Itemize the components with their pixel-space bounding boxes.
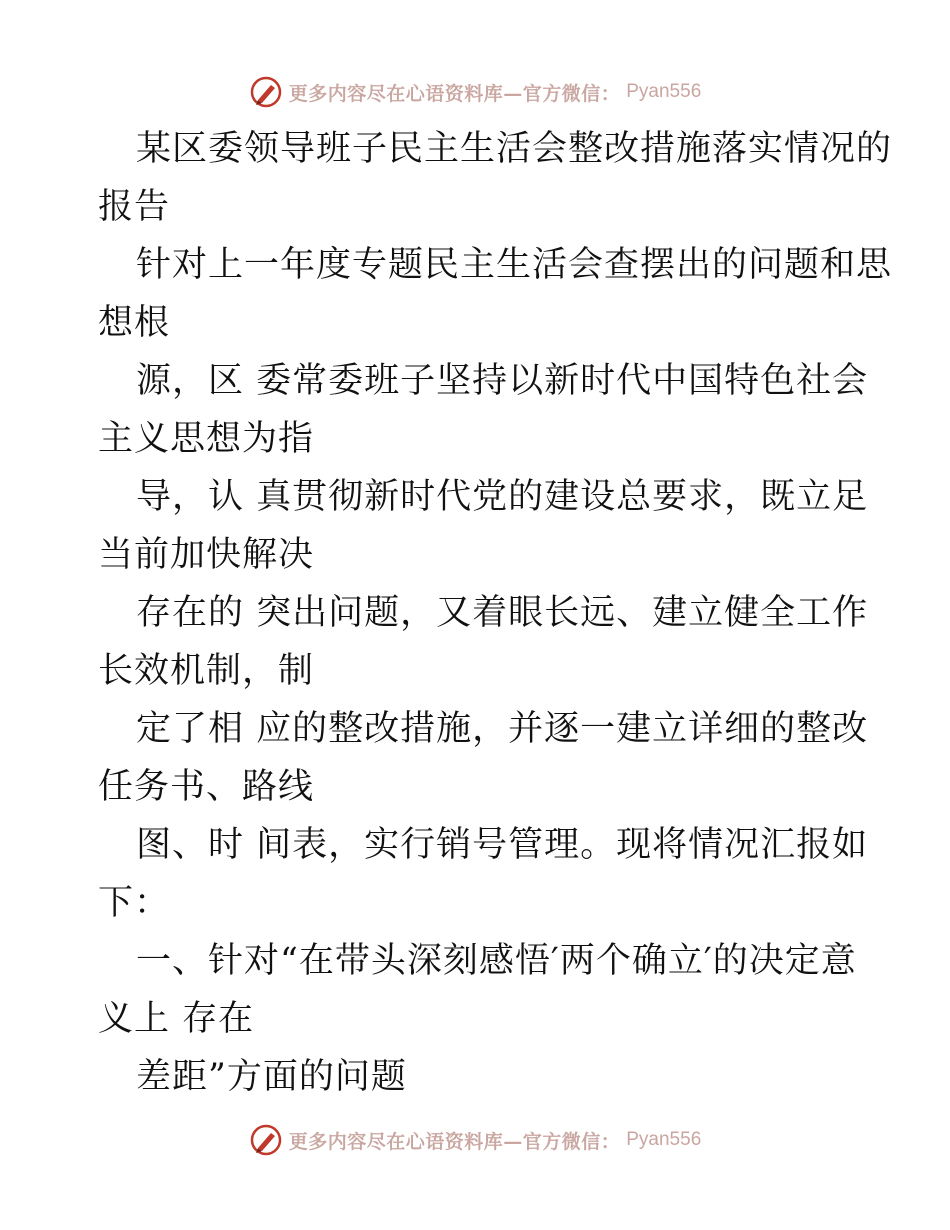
text-line: 图、时 间表，实行销号管理。现将情况汇报如 — [136, 825, 869, 865]
watermark-text: 更多内容尽在心语资料库—官方微信： — [288, 82, 621, 105]
text-line: 主义思想为指 — [98, 419, 315, 459]
pen-logo-icon — [249, 75, 283, 109]
document-body — [98, 120, 893, 1106]
text-line: 针对上一年度专题民主生活会查摆出的问题和思 — [136, 245, 893, 285]
text-line: 导，认 真贯彻新时代党的建设总要求，既立足 — [136, 477, 869, 517]
watermark-wechat-id: Pyan556 — [626, 81, 702, 102]
text-line: 差距”方面的问题 — [136, 1057, 407, 1097]
watermark-text: 更多内容尽在心语资料库—官方微信： — [288, 1130, 621, 1153]
text-line: 义上 存在 — [98, 999, 255, 1039]
watermark-banner-top — [0, 72, 950, 112]
watermark-banner-bottom — [0, 1120, 950, 1160]
text-line: 当前加快解决 — [98, 535, 315, 575]
text-line: 报告 — [98, 187, 171, 227]
text-line: 长效机制，制 — [98, 651, 315, 691]
text-line: 某区委领导班子民主生活会整改措施落实情况的 — [136, 129, 893, 169]
text-line: 任务书、路线 — [98, 767, 315, 807]
text-line: 定了相 应的整改措施，并逐一建立详细的整改 — [136, 709, 869, 749]
watermark-wechat-id: Pyan556 — [626, 1129, 702, 1150]
text-line: 源，区 委常委班子坚持以新时代中国特色社会 — [136, 361, 869, 401]
text-line: 一、针对“在带头深刻感悟′两个确立′的决定意 — [136, 941, 857, 981]
text-line: 存在的 突出问题，又着眼长远、建立健全工作 — [136, 593, 869, 633]
text-line: 想根 — [98, 303, 171, 343]
pen-logo-icon — [249, 1123, 283, 1157]
text-line: 下： — [98, 883, 171, 923]
